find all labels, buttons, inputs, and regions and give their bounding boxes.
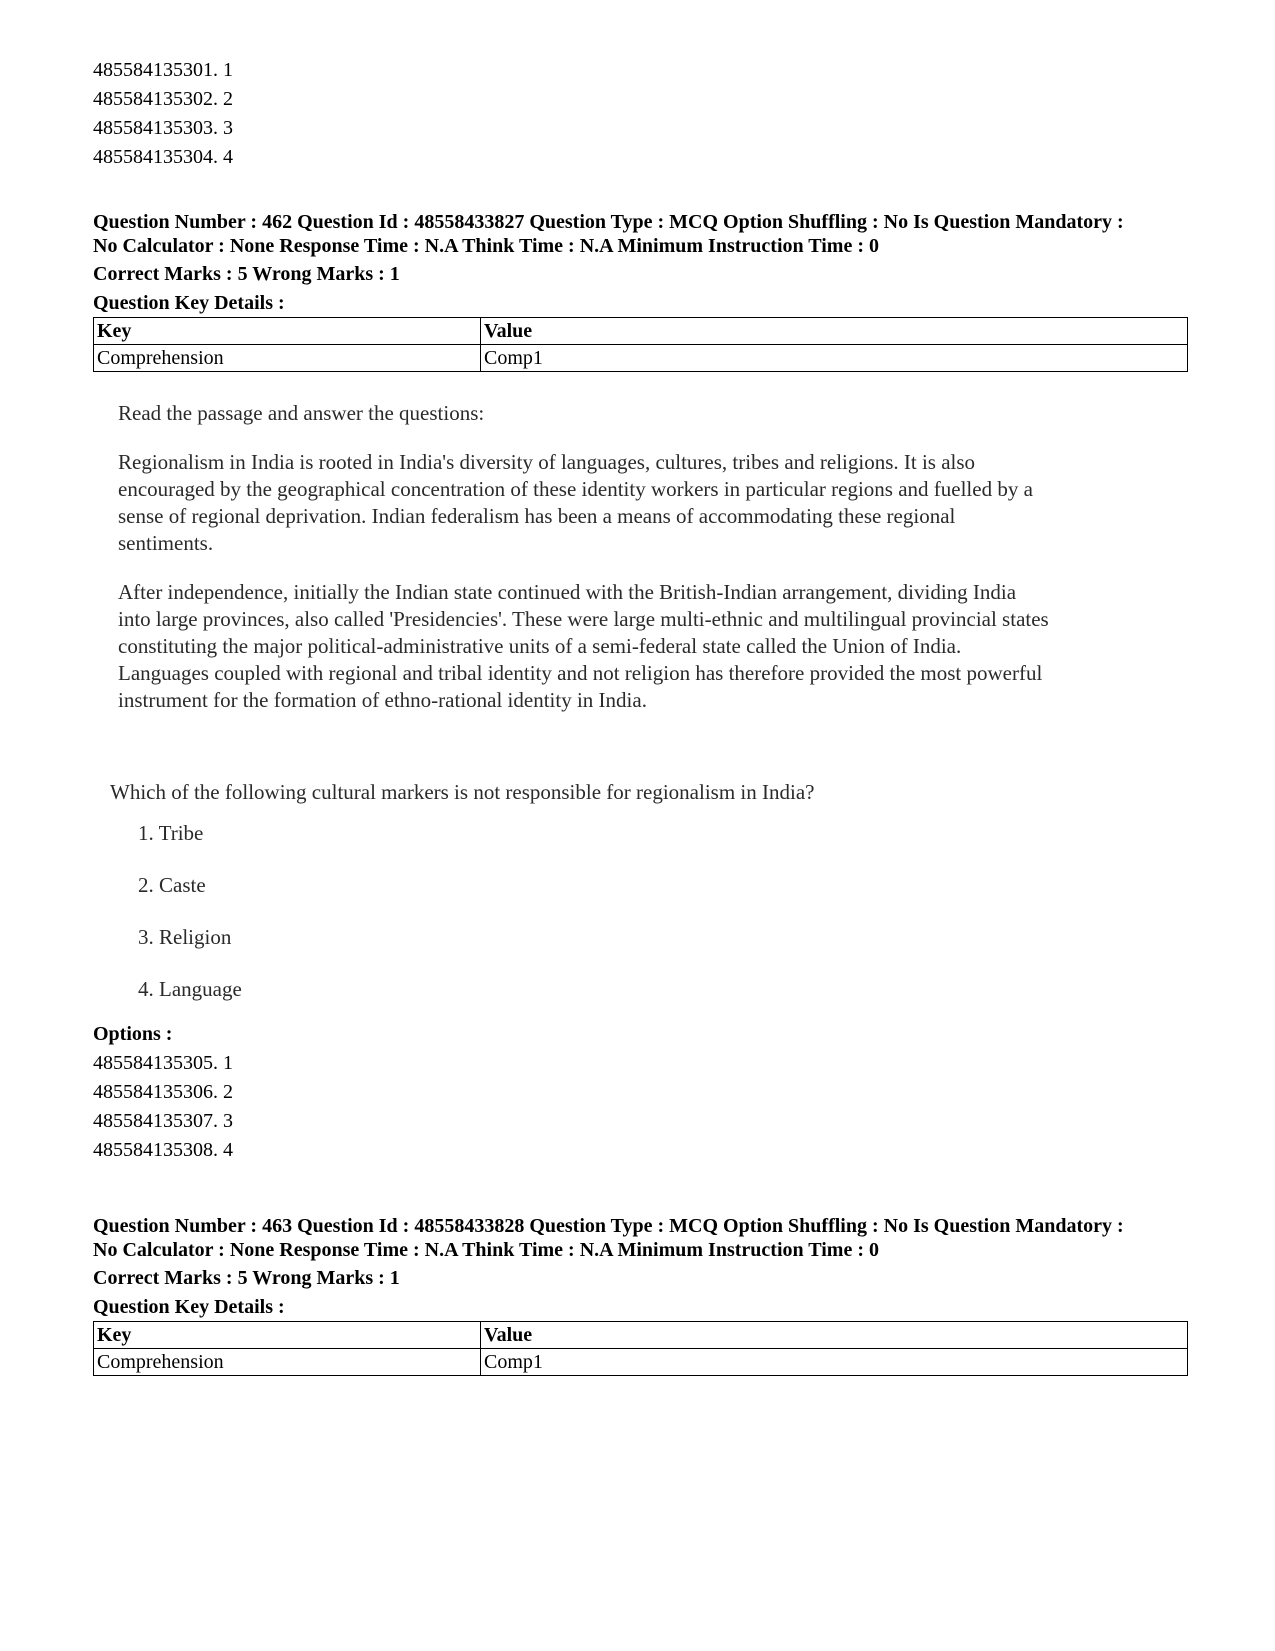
passage-para-1-line: encouraged by the geographical concentration of these identity workers in particular regions and fuelled by a bbox=[118, 477, 1033, 501]
passage-para-2-line: After independence, initially the Indian state continued with the British-Indian arrangement, dividing India bbox=[118, 580, 1017, 604]
question-462-options bbox=[93, 1020, 1188, 1165]
question-463-header bbox=[93, 1214, 1188, 1322]
option-line: 485584135305. 1 bbox=[93, 1052, 233, 1074]
option-line: 485584135307. 3 bbox=[93, 1110, 233, 1132]
passage-para-2-line: instrument for the formation of ethno-rational identity in India. bbox=[118, 688, 647, 712]
option-line: 485584135308. 4 bbox=[93, 1139, 233, 1161]
answer-choice: 1. Tribe bbox=[138, 821, 204, 845]
table-cell-key: Comprehension bbox=[94, 345, 481, 372]
passage-para-1-line: sentiments. bbox=[118, 531, 214, 555]
passage-para-2-line: constituting the major political-administrative units of a semi-federal state called the Union of India. bbox=[118, 634, 962, 658]
question-meta-line-1: Question Number : 462 Question Id : 48558433827 Question Type : MCQ Option Shuffling : No Is Question Mandatory : bbox=[93, 211, 1124, 233]
table-header-row bbox=[94, 1322, 1188, 1349]
table-row bbox=[94, 1349, 1188, 1376]
option-line: 485584135306. 2 bbox=[93, 1081, 233, 1103]
previous-options-list bbox=[93, 56, 1188, 172]
question-key-table bbox=[93, 317, 1188, 372]
answer-choice: 2. Caste bbox=[138, 873, 206, 897]
marks-line: Correct Marks : 5 Wrong Marks : 1 bbox=[93, 1267, 400, 1289]
question-meta-line-1: Question Number : 463 Question Id : 48558433828 Question Type : MCQ Option Shuffling : No Is Question Mandatory : bbox=[93, 1215, 1124, 1237]
table-cell-key: Comprehension bbox=[94, 1349, 481, 1376]
option-line: 485584135301. 1 bbox=[93, 59, 233, 81]
marks-line: Correct Marks : 5 Wrong Marks : 1 bbox=[93, 263, 400, 285]
question-meta-line-2: No Calculator : None Response Time : N.A Think Time : N.A Minimum Instruction Time : 0 bbox=[93, 235, 879, 257]
table-row bbox=[94, 345, 1188, 372]
passage bbox=[118, 400, 1198, 714]
option-line: 485584135302. 2 bbox=[93, 88, 233, 110]
table-header-value: Value bbox=[481, 1322, 1188, 1349]
question-text-block bbox=[110, 779, 1190, 806]
option-line: 485584135304. 4 bbox=[93, 146, 233, 168]
question-meta-line-2: No Calculator : None Response Time : N.A Think Time : N.A Minimum Instruction Time : 0 bbox=[93, 1239, 879, 1261]
answer-choices bbox=[138, 820, 538, 1028]
option-line: 485584135303. 3 bbox=[93, 117, 233, 139]
question-text: Which of the following cultural markers is not responsible for regionalism in India? bbox=[110, 780, 815, 804]
passage-intro: Read the passage and answer the questions: bbox=[118, 401, 485, 425]
options-label: Options : bbox=[93, 1023, 173, 1045]
answer-choice: 3. Religion bbox=[138, 925, 232, 949]
key-details-label: Question Key Details : bbox=[93, 1296, 285, 1318]
answer-choice: 4. Language bbox=[138, 977, 242, 1001]
passage-para-1-line: Regionalism in India is rooted in India's diversity of languages, cultures, tribes and religions. It is also bbox=[118, 450, 976, 474]
question-key-table bbox=[93, 1321, 1188, 1376]
table-cell-value: Comp1 bbox=[481, 1349, 1188, 1376]
question-462-header bbox=[93, 210, 1188, 318]
passage-para-2-line: Languages coupled with regional and tribal identity and not religion has therefore provided the most powerful bbox=[118, 661, 1043, 685]
key-details-label: Question Key Details : bbox=[93, 292, 285, 314]
table-header-row bbox=[94, 318, 1188, 345]
passage-para-1-line: sense of regional deprivation. Indian federalism has been a means of accommodating these regional bbox=[118, 504, 956, 528]
table-header-value: Value bbox=[481, 318, 1188, 345]
passage-para-2-line: into large provinces, also called 'Presidencies'. These were large multi-ethnic and multilingual provincial states bbox=[118, 607, 1049, 631]
table-header-key: Key bbox=[94, 318, 481, 345]
table-header-key: Key bbox=[94, 1322, 481, 1349]
table-cell-value: Comp1 bbox=[481, 345, 1188, 372]
